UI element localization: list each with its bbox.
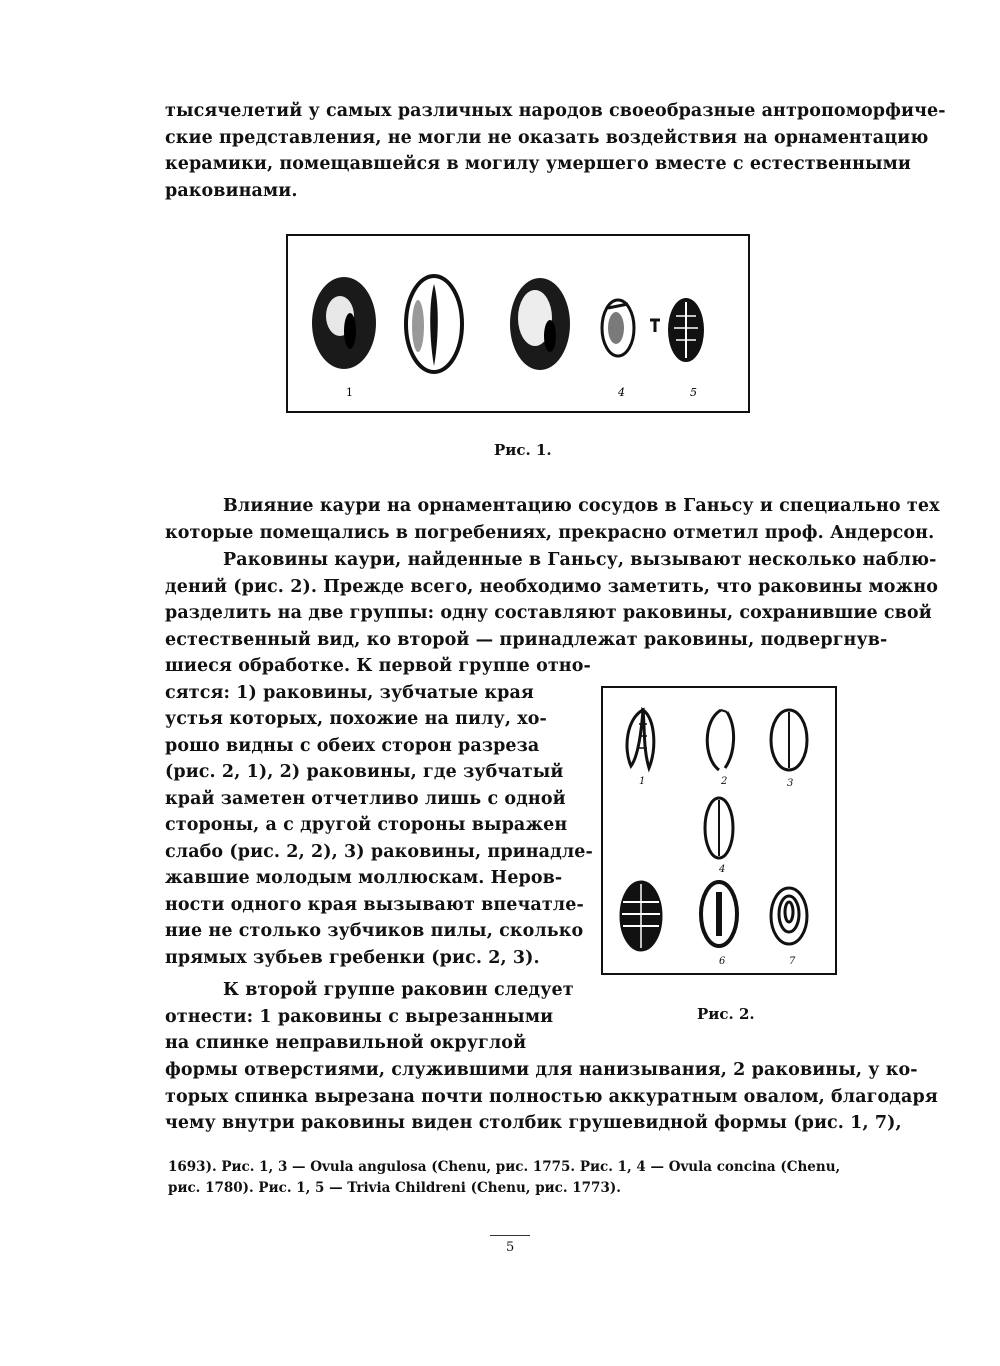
text-line: жавшие молодым моллюскам. Неров- — [165, 868, 563, 888]
shell-2-image — [406, 276, 462, 372]
figure-1-illustration — [288, 236, 748, 411]
shell-1-image — [312, 277, 376, 369]
text-line: разделить на две группы: одну составляют раковины, сохранившие свой — [165, 603, 932, 623]
text-line: (рис. 2, 1), 2) раковины, где зубчатый — [165, 762, 564, 782]
figure-1-number: 4 — [618, 386, 625, 399]
text-line: прямых зубьев гребенки (рис. 2, 3). — [165, 947, 540, 968]
text-line: шиеся обработке. К первой группе отно- — [165, 656, 591, 676]
text-line: торых спинка вырезана почти полностью аккуратным овалом, благодаря — [165, 1086, 938, 1107]
text-line: рошо видны с обеих сторон разреза — [165, 735, 540, 756]
text-line: ние не столько зубчиков пилы, сколько — [165, 921, 584, 941]
figure-2-shells — [601, 686, 837, 975]
text-line: тысячелетий у самых различных народов своеобразные антропоморфиче- — [165, 101, 946, 121]
text-line: Влияние каури на орнаментацию сосудов в Ганьсу и специально тех — [223, 496, 940, 516]
text-line: сятся: 1) раковины, зубчатые края — [165, 682, 534, 703]
paragraph-anderson — [165, 493, 940, 546]
paragraph-intro — [165, 98, 946, 204]
shell-2-6-image — [701, 882, 737, 946]
shell-2-4-image — [705, 798, 733, 858]
figure-2-illustration — [603, 688, 835, 973]
text-line: естественный вид, ко второй — принадлежат раковины, подвергнув- — [165, 629, 888, 650]
text-line: керамики, помещавшейся в могилу умершего вместе с естественными — [165, 154, 912, 174]
text-line: стороны, а с другой стороны выражен — [165, 815, 568, 835]
figure-2-number: 1 — [639, 776, 646, 787]
figure-2-number: 2 — [721, 776, 728, 787]
shell-2-5-image — [621, 882, 661, 950]
text-line: на спинке неправильной округлой — [165, 1033, 527, 1053]
page-number-rule — [490, 1235, 530, 1236]
paragraph-second-group-full — [165, 1057, 938, 1137]
shell-2-3-image — [771, 710, 807, 770]
text-line: устья которых, похожие на пилу, хо- — [165, 709, 547, 729]
shell-2-1-image — [627, 710, 654, 768]
text-line: отнести: 1 раковины с вырезанными — [165, 1006, 554, 1027]
figure-2-number: 6 — [719, 956, 726, 967]
paragraph-groups — [165, 547, 939, 653]
figure-1-shells — [286, 234, 750, 413]
paragraph-second-group — [165, 977, 574, 1057]
text-line: ские представления, не могли не оказать воздействия на орнаментацию — [165, 127, 929, 148]
text-line: дений (рис. 2). Прежде всего, необходимо заметить, что раковины можно — [165, 576, 939, 597]
shell-2-2-image — [707, 710, 733, 770]
text-line: К второй группе раковин следует — [223, 980, 574, 1000]
figure-2-caption: Рис. 2. — [697, 1005, 755, 1023]
text-line: чему внутри раковины виден столбик грушевидной формы (рис. 1, 7), — [165, 1113, 902, 1133]
paragraph-groups-narrow — [165, 653, 593, 971]
figure-2-number: 3 — [787, 778, 794, 789]
text-line: слабо (рис. 2, 2), 3) раковины, принадле- — [165, 841, 593, 862]
shell-5-image — [668, 298, 704, 362]
shell-3-image — [510, 278, 570, 370]
footnote — [168, 1157, 868, 1199]
figure-1-number: 5 — [690, 386, 697, 399]
figure-1-caption: Рис. 1. — [494, 441, 552, 459]
text-line: край заметен отчетливо лишь с одной — [165, 788, 566, 809]
page-number: 5 — [506, 1240, 515, 1255]
text-line: раковинами. — [165, 180, 298, 201]
footnote-line: рис. 1780). Рис. 1, 5 — Trivia Childreni (Chenu, рис. 1773). — [168, 1180, 621, 1196]
text-line: которые помещались в погребениях, прекрасно отметил проф. Андерсон. — [165, 522, 935, 543]
figure-2-number: 4 — [719, 864, 726, 875]
shell-2-7-image — [771, 888, 807, 944]
text-line: формы отверстиями, служившими для нанизывания, 2 раковины, у ко- — [165, 1060, 918, 1080]
shell-4-image — [602, 300, 660, 356]
figure-1-number: 1 — [346, 386, 353, 399]
figure-2-number: 7 — [789, 956, 796, 967]
text-line: Раковины каури, найденные в Ганьсу, вызывают несколько наблю- — [223, 550, 937, 570]
footnote-line: 1693). Рис. 1, 3 — Ovula angulosa (Chenu, рис. 1775. Рис. 1, 4 — Ovula concina (Chenu, — [168, 1159, 841, 1175]
text-line: ности одного края вызывают впечатле- — [165, 894, 584, 915]
